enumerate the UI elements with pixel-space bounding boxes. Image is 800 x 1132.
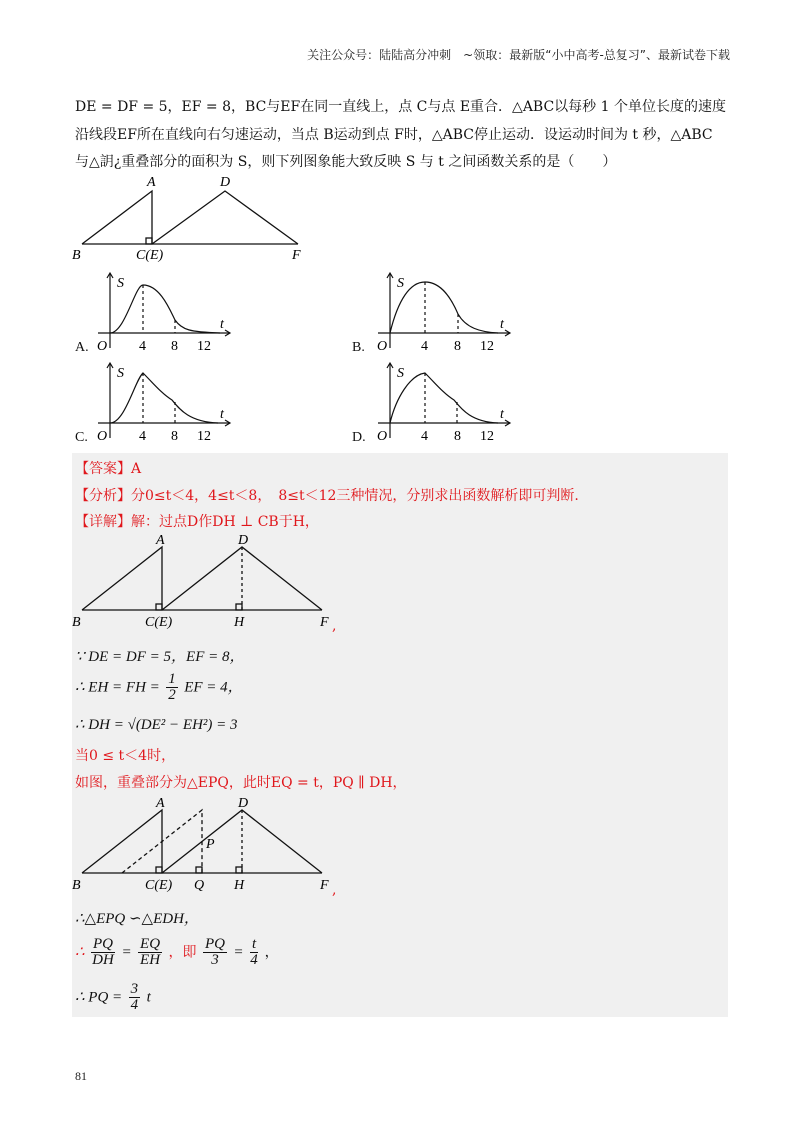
answer-line (75, 458, 141, 478)
label-CE: C(E) (136, 248, 164, 263)
option-b-label: B. (352, 340, 365, 355)
problem-line-1: DE = DF = 5，EF = 8，BC与EF在同一直线上，点 C与点 E重合．△ABC以每秒 1 个单位长度的速度 (75, 99, 726, 115)
problem-line-2: 沿线段EF所在直线向右匀速运动，当点 B运动到点 F时，△ABC停止运动．设运动时间为 t 秒，△ABC (75, 127, 713, 143)
step-1: ∵ DE = DF = 5，EF = 8， (75, 649, 245, 665)
answer-value: A (131, 461, 142, 477)
axis-t-label: t (500, 317, 504, 332)
step-7: ∴ $\frac{PQ}{DH}$ = $\frac{EQ}{EH}$ ，即 $\frac{PQ}{3}$ = $\frac{t}{4}$ ， (75, 936, 279, 968)
axis-s-label: S (117, 276, 124, 291)
label-CE: C(E) (145, 615, 173, 630)
label-A: A (147, 175, 156, 190)
tick-4: 4 (421, 339, 428, 354)
option-d-label: D. (352, 430, 366, 445)
option-a-label: A. (75, 340, 89, 355)
tick-4: 4 (139, 429, 146, 444)
detail-line (75, 511, 319, 531)
origin-label: O (377, 339, 388, 354)
label-D: D (238, 533, 249, 548)
label-CE: C(E) (145, 878, 173, 893)
label-F: F (320, 615, 329, 630)
tick-8: 8 (454, 429, 461, 444)
label-B: B (72, 878, 81, 893)
label-A: A (156, 796, 165, 811)
origin-label: O (377, 429, 388, 444)
analysis-tag: 【分析】 (75, 488, 131, 504)
analysis-line (75, 485, 579, 505)
option-a-graph (90, 270, 240, 355)
detail-text: 解：过点D作DH ⊥ CB于H， (131, 514, 319, 530)
label-D: D (220, 175, 231, 190)
axis-t-label: t (500, 407, 504, 422)
tick-8: 8 (454, 339, 461, 354)
label-F: F (292, 248, 301, 263)
option-d-graph (370, 360, 520, 445)
label-F: F (320, 878, 329, 893)
label-H: H (234, 878, 245, 893)
step-4: 当0 ≤ t＜4时， (75, 748, 176, 764)
axis-t-label: t (220, 317, 224, 332)
analysis-text: 分0≤t＜4，4≤t＜8， 8≤t＜12三种情况，分别求出函数解析即可判断. (131, 488, 579, 504)
option-c-label: C. (75, 430, 88, 445)
axis-s-label: S (397, 366, 404, 381)
tick-12: 12 (197, 429, 211, 444)
tick-8: 8 (171, 429, 178, 444)
step-8: ∴ PQ = $\frac{3}{4}$ t (75, 981, 151, 1013)
origin-label: O (97, 429, 108, 444)
step-2: ∴ EH = FH = $\frac{1}{2}$ EF = 4， (75, 671, 243, 703)
tick-4: 4 (421, 429, 428, 444)
solution-figure-1 (68, 530, 358, 635)
page-number: 81 (75, 1069, 87, 1083)
tick-12: 12 (480, 429, 494, 444)
label-H: H (234, 615, 245, 630)
axis-t-label: t (220, 407, 224, 422)
option-c-graph (90, 360, 240, 445)
label-Q: Q (194, 878, 205, 893)
label-D: D (238, 796, 249, 811)
comma: , (332, 882, 337, 898)
tick-8: 8 (171, 339, 178, 354)
step-6: ∴△EPQ ∽△EDH， (75, 911, 199, 927)
page-header: 关注公众号：陆陆高分冲刺 ~领取：最新版“小中高考-总复习”、最新试卷下载 (307, 48, 730, 62)
tick-12: 12 (480, 339, 494, 354)
comma: , (332, 618, 337, 634)
problem-figure (60, 170, 320, 265)
axis-s-label: S (117, 366, 124, 381)
origin-label: O (97, 339, 108, 354)
tick-12: 12 (197, 339, 211, 354)
label-B: B (72, 248, 81, 263)
option-b-graph (370, 270, 520, 355)
step-3: ∴ DH = √(DE² − EH²) = 3 (75, 717, 238, 733)
tick-4: 4 (139, 339, 146, 354)
label-A: A (156, 533, 165, 548)
axis-s-label: S (397, 276, 404, 291)
answer-tag: 【答案】 (75, 461, 131, 477)
detail-tag: 【详解】 (75, 514, 131, 530)
problem-line-3: 与△䚴¿重叠部分的面积为 S，则下列图象能大致反映 S 与 t 之间函数关系的是（ ） (75, 154, 617, 170)
label-B: B (72, 615, 81, 630)
label-P: P (206, 837, 215, 852)
step-5: 如图，重叠部分为△EPQ，此时EQ = t，PQ ∥ DH， (75, 775, 407, 791)
solution-figure-2 (68, 793, 358, 898)
